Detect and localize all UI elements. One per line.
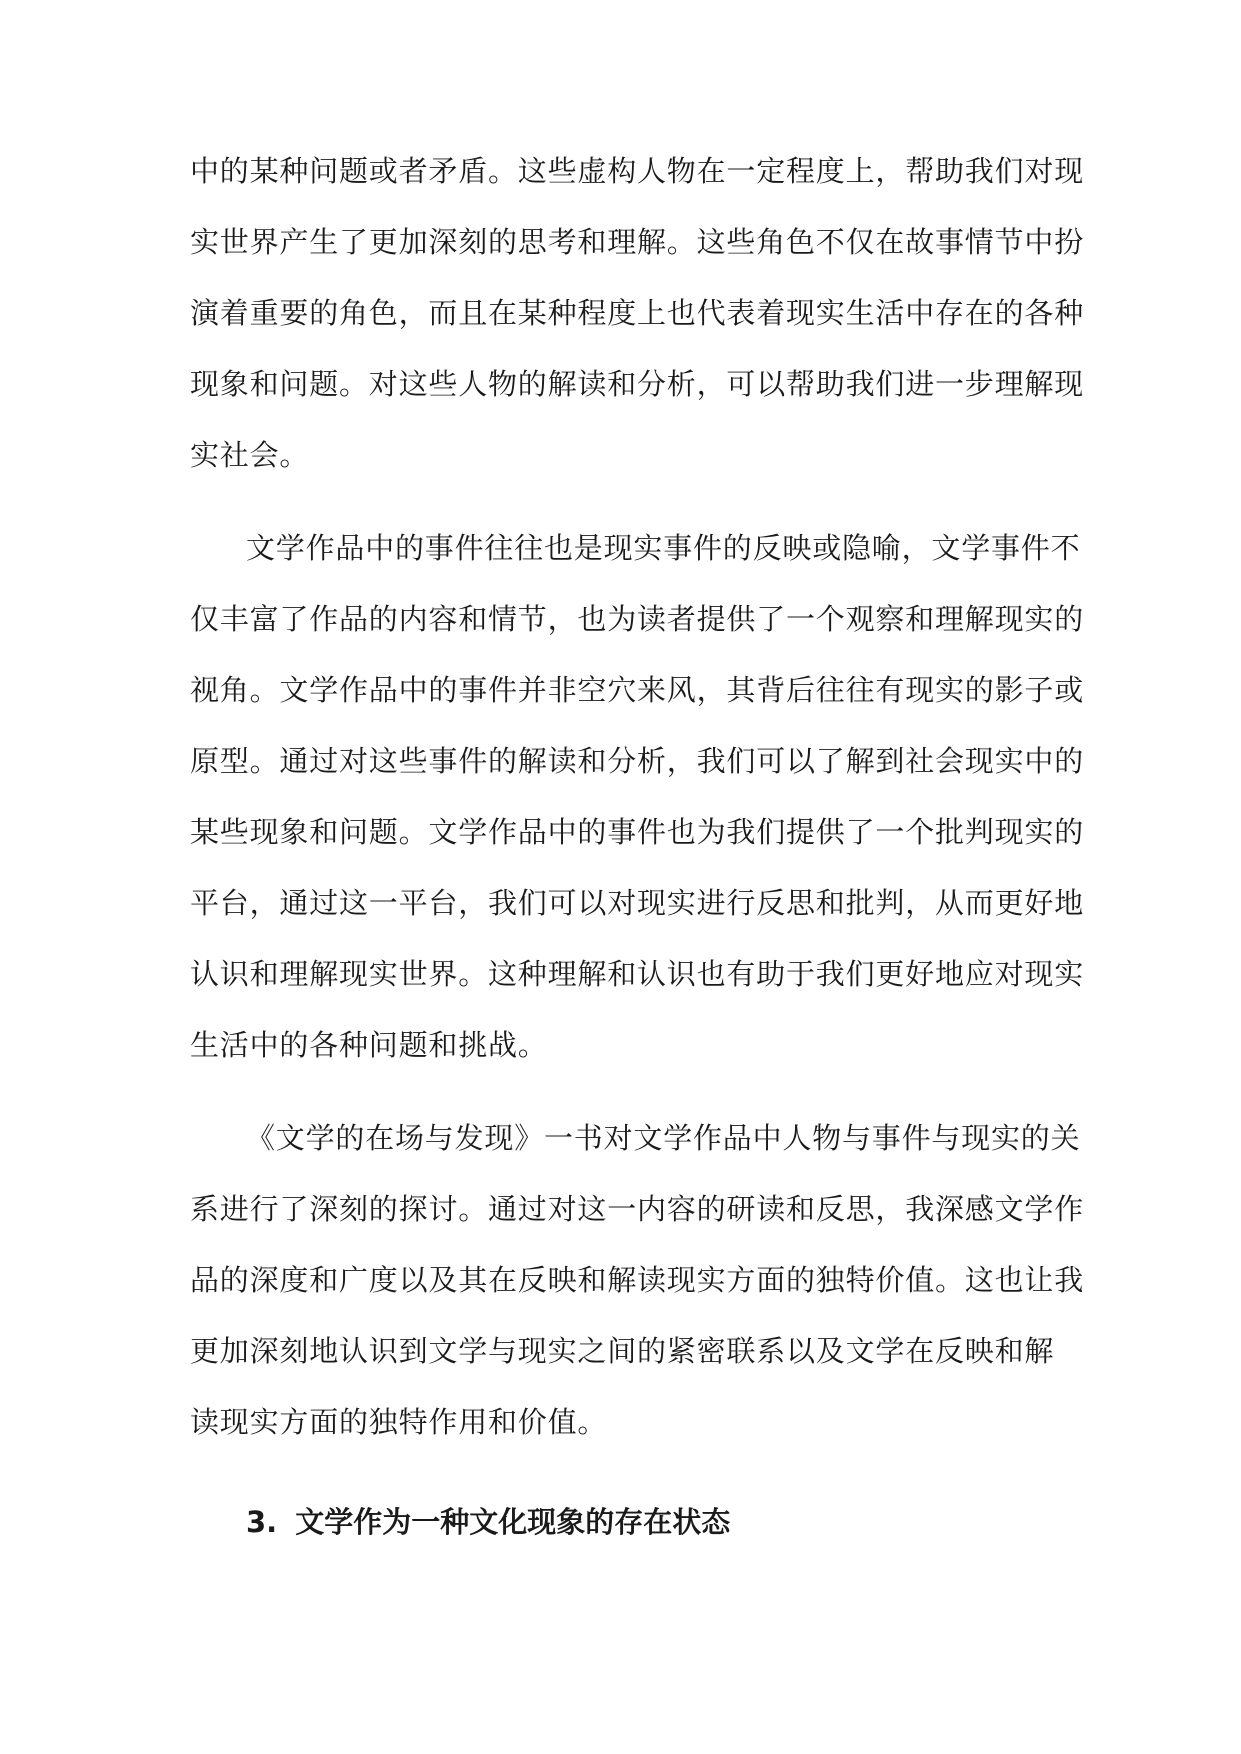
paragraph-2-line-7: 认识和理解现实世界。这种理解和认识也有助于我们更好地应对现实 [190,957,1085,991]
paragraph-2-line-5: 某些现象和问题。文学作品中的事件也为我们提供了一个批判现实的 [190,815,1085,849]
section-heading [246,1502,730,1542]
paragraph-1-line-3: 演着重要的角色，而且在某种程度上也代表着现实生活中存在的各种 [190,296,1085,330]
section-heading-number: 3. [246,1505,278,1539]
paragraph-2-line-8: 生活中的各种问题和挑战。 [190,1028,548,1062]
paragraph-2-line-4: 原型。通过对这些事件的解读和分析，我们可以了解到社会现实中的 [190,744,1085,778]
paragraph-2-line-3: 视角。文学作品中的事件并非空穴来风，其背后往往有现实的影子或 [190,673,1085,707]
paragraph-2-line-2: 仅丰富了作品的内容和情节，也为读者提供了一个观察和理解现实的 [190,602,1085,636]
paragraph-3-line-4: 更加深刻地认识到文学与现实之间的紧密联系以及文学在反映和解 [190,1334,1055,1368]
paragraph-3-line-2: 系进行了深刻的探讨。通过对这一内容的研读和反思，我深感文学作 [190,1192,1085,1226]
section-heading-text: 文学作为一种文化现象的存在状态 [295,1505,731,1539]
paragraph-1-line-5: 实社会。 [190,438,310,472]
paragraph-1-line-2: 实世界产生了更加深刻的思考和理解。这些角色不仅在故事情节中扮 [190,225,1085,259]
paragraph-1-line-1: 中的某种问题或者矛盾。这些虚构人物在一定程度上，帮助我们对现 [190,154,1085,188]
paragraph-2-line-6: 平台，通过这一平台，我们可以对现实进行反思和批判，从而更好地 [190,886,1085,920]
paragraph-1-line-4: 现象和问题。对这些人物的解读和分析，可以帮助我们进一步理解现 [190,367,1085,401]
paragraph-2-line-1: 文学作品中的事件往往也是现实事件的反映或隐喻，文学事件不 [246,531,1081,565]
paragraph-3-line-5: 读现实方面的独特作用和价值。 [190,1405,608,1439]
paragraph-3-line-3: 品的深度和广度以及其在反映和解读现实方面的独特价值。这也让我 [190,1263,1085,1297]
paragraph-3-line-1: 《文学的在场与发现》一书对文学作品中人物与事件与现实的关 [246,1121,1081,1155]
